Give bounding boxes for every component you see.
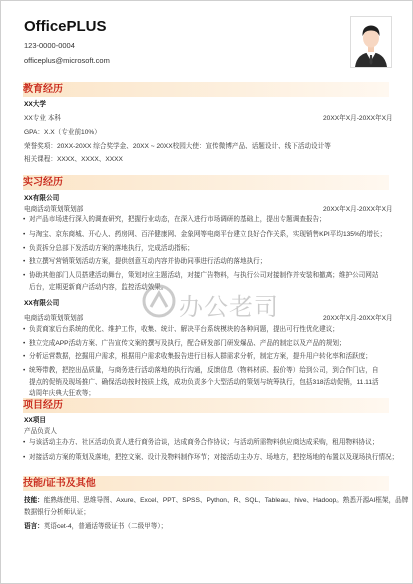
company-department: 电商活动策划策划部 — [24, 315, 84, 322]
section-title-education: 教育经历 — [23, 82, 389, 97]
company-name: XX有限公司 — [24, 195, 60, 202]
language-label: 语言： — [24, 523, 44, 530]
skills-text-cont: 数据银行分析师认证； — [24, 509, 90, 516]
project-role: 产品负责人 — [24, 428, 57, 435]
school-name: XX大学 — [24, 101, 46, 108]
email-address: officeplus@microsoft.com — [24, 56, 110, 65]
skills-label: 技能： — [24, 497, 44, 504]
internship-bullet: • 独立完成APP活动方案、广告宣传文案的撰写及执行，配合研发部门研发爆品、产品的制定以及产品的规划； — [29, 339, 391, 349]
avatar-illustration — [351, 17, 391, 67]
internship-bullet: • 分析运营数据，挖掘用户需求，根据用户需求收集报告进行目标人群需求分析，制定方案，提升用户转化率和活跃度； — [29, 352, 391, 362]
company-name: XX有限公司 — [24, 300, 60, 307]
language-text: 英语cet-4，普通话等级证书（二级甲等）； — [43, 523, 168, 530]
education-period: 20XX年X月-20XX年X月 — [323, 115, 393, 122]
skills-line — [24, 496, 408, 505]
section-title-skills: 技能/证书及其他 — [23, 476, 389, 491]
internship-bullet: • 协助其他部门人员搭建活动舞台，策划对应主题活动，对接广告物料，与执行公司对接制作并安装和撤离；维护公司网站后台，定期更新商户活动内容，监控活动效果。 — [29, 270, 385, 293]
skills-text: 能熟练使用、思维导图、Axure、Excel、PPT、SPSS、Python、R、SQL、Tableau、hive、Hadoop。熟悉开源AI框架，品牌 — [43, 497, 409, 504]
avatar — [350, 16, 392, 68]
watermark — [141, 281, 291, 321]
project-name: XX项目 — [24, 417, 46, 424]
internship-bullet: • 负责拆分总部下发活动方案的落地执行，完成活动指标； — [29, 244, 391, 254]
section-title-internships: 实习经历 — [23, 175, 389, 190]
project-bullet: • 对接活动方案的策划及落地，把控文案、设计及物料制作环节；对接活动主办方、场地方，把控场地的布置以及现场执行情况； — [29, 453, 391, 463]
language-line — [24, 522, 167, 531]
section-title-projects: 项目经历 — [23, 398, 389, 413]
company-department: 电商活动策划策划部 — [24, 206, 84, 213]
education-major: XX专业 本科 — [24, 115, 62, 122]
education-honors: 荣誉奖项：20XX-20XX 综合奖学金、20XX ~ 20XX校园大使：宣传微博产品、话题设计、线下活动设计等 — [24, 143, 331, 150]
watermark-logo-icon — [141, 283, 177, 319]
internship-bullet: • 独立撰写营销策划活动方案，提供创意互动内容并协助同事进行活动的落地执行； — [29, 257, 391, 267]
internship-bullet: • 对产品市场进行深入的调查研究，把握行业动态，在深入进行市场调研的基础上，提出专题调查报告； — [29, 215, 391, 225]
phone-number: 123-0000-0004 — [24, 41, 75, 50]
education-courses: 相关课程：XXXX、XXXX、XXXX — [24, 156, 123, 163]
internship-bullet: • 与淘宝、京东商城、开心人、药房网、百洋健康网、金象网等电商平台建立良好合作关系，实现销售KPI平均135%的增长； — [29, 230, 391, 240]
internship-period: 20XX年X月-20XX年X月 — [323, 315, 393, 322]
internship-period: 20XX年X月-20XX年X月 — [323, 206, 393, 213]
watermark-text: 办公老司 — [179, 293, 279, 321]
project-bullet: • 与该活动主办方、社区活动负责人进行商务洽谈，达成商务合作协议；与活动所需物料供应商达成采购，租用物料协议； — [29, 438, 391, 448]
education-gpa: GPA：X.X（专业前10%） — [24, 129, 101, 136]
internship-bullet: • 负责商家后台系统的优化、维护工作，收集、统计、解决平台系统模块的各种问题，提出可行性优化建议； — [29, 325, 391, 335]
internship-bullet: • 统筹带教，把控出品质量，与商务进行活动落地的执行沟通，反馈信息（物料材质、报价等）给到公司，到合作门店，自提点的促销及现场推广、确保活动按时按质上线，成功负责多个大型活动的策划与统筹执行，包括318活动促销，11.11活动周年庆典大狂欢等； — [29, 365, 385, 400]
candidate-name: OfficePLUS — [24, 18, 107, 35]
